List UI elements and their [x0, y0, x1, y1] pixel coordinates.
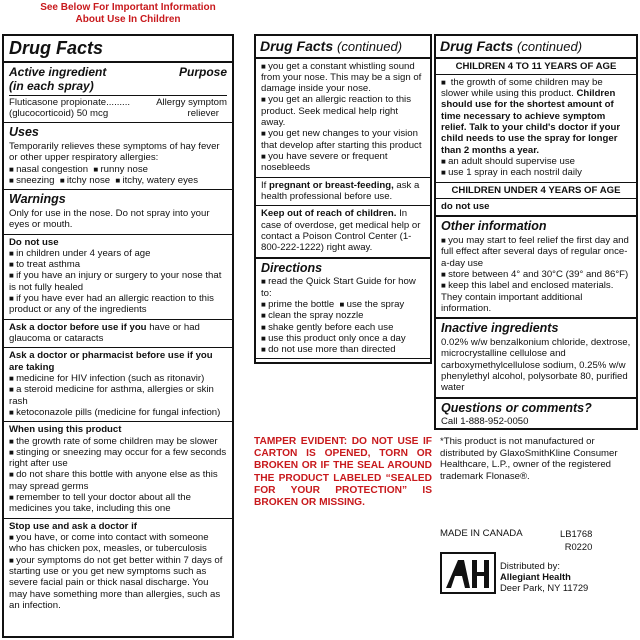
- inactive-ingredients-section: [436, 319, 636, 398]
- when-item: ■ the growth rate of some children may be slower: [9, 436, 227, 447]
- directions-heading: Directions: [261, 260, 323, 275]
- use-item: ■ nasal congestion: [9, 164, 88, 175]
- allegiant-health-logo: [440, 552, 496, 594]
- distributor-name: Allegiant Health: [500, 571, 571, 583]
- directions-section: [256, 259, 430, 360]
- lot-code: LB1768: [560, 528, 593, 539]
- uses-text: Temporarily relieves these symptoms of hay fever or other upper respiratory allergies:: [9, 140, 220, 164]
- preg-bold: pregnant or breast-feeding,: [269, 179, 394, 191]
- drug-facts-panel-3: [434, 34, 638, 430]
- pharm-item: ■ ketoconazole pills (medicine for fungal infection): [9, 407, 227, 418]
- adults-header: [256, 359, 430, 364]
- in-each-spray: (in each spray): [9, 79, 227, 95]
- preg-text: ask a health professional before use.: [261, 179, 420, 202]
- questions-heading: Questions or comments?: [441, 400, 592, 415]
- warnings-section: [4, 190, 232, 234]
- drug-facts-title: Drug Facts: [4, 36, 232, 63]
- under-4-header: CHILDREN UNDER 4 YEARS OF AGE: [436, 183, 636, 199]
- other-info-section: [436, 217, 636, 319]
- direction-item: ■ use this product only once a day: [261, 333, 425, 344]
- active-ingredient-heading: Active ingredient: [9, 65, 107, 80]
- children-text: the growth of some children may be slower while using this product.: [441, 76, 603, 100]
- uses-heading: Uses: [9, 125, 39, 140]
- stop-item: ■ your symptoms do not get better within 7 days of starting use or you get new symptoms such as severe facial pain or thick nasal discharge. You may have something more than allergies, such as an infection.: [9, 555, 227, 612]
- distributor: [500, 560, 588, 593]
- distributor-address: Deer Park, NY 11729: [500, 582, 589, 594]
- children-item: [441, 77, 631, 156]
- use-item: ■ itchy, watery eyes: [115, 175, 198, 186]
- when-item: ■ do not share this bottle with anyone else as this may spread germs: [9, 469, 227, 492]
- when-item: ■ stinging or sneezing may occur for a few seconds right after use: [9, 447, 227, 470]
- distributed-by-label: Distributed by:: [500, 560, 560, 571]
- drug-facts-panel-1: [2, 34, 234, 638]
- other-item: ■ keep this label and enclosed materials. They contain important additional information.: [441, 280, 631, 314]
- continued-label: (continued): [517, 39, 583, 54]
- purpose-heading: Purpose: [178, 65, 227, 80]
- children-bold-text: Children should use for the shortest amount of time necessary to achieve symptom relief. Talk to your child's doctor if your child needs to use the spray for longer than 2 months a year.: [441, 88, 621, 156]
- ingredient-detail: (glucocorticoid) 50 mcg: [9, 107, 109, 119]
- drug-facts-continued-title: [436, 36, 636, 59]
- ingredient-name: Fluticasone propionate.........: [9, 96, 131, 108]
- dnu-item: ■ if you have ever had an allergic reaction to this product or any of the ingredients: [9, 293, 227, 316]
- use-item: ■ runny nose: [93, 164, 148, 175]
- purpose-value: Allergy symptom: [156, 96, 227, 108]
- children-header: CHILDREN 4 TO 11 YEARS OF AGE: [436, 59, 636, 75]
- drug-facts-panel-2: [254, 34, 432, 364]
- ask-doctor-section: [4, 320, 232, 349]
- do-not-use-heading: Do not use: [9, 236, 59, 248]
- use-item: ■ sneezing: [9, 175, 54, 186]
- do-not-use-section: [4, 235, 232, 320]
- direction-item: ■ read the Quick Start Guide for how to:: [261, 276, 425, 299]
- stop-use-heading: Stop use and ask a doctor if: [9, 520, 137, 532]
- made-in: MADE IN CANADA: [440, 528, 523, 539]
- panel-title: Drug Facts: [260, 38, 334, 54]
- panel-title: Drug Facts: [440, 38, 514, 54]
- children-item: ■ use 1 spray in each nostril daily: [441, 167, 631, 178]
- dnu-item: ■ to treat asthma: [9, 259, 227, 270]
- warnings-continued: [256, 59, 430, 178]
- direction-item: ■ shake gently before each use: [261, 322, 425, 333]
- warnings-text: Only for use in the nose. Do not spray into your eyes or mouth.: [9, 207, 210, 231]
- direction-item: ■ clean the spray nozzle: [261, 310, 364, 321]
- ask-pharmacist-section: [4, 348, 232, 422]
- stop-use-section: [4, 519, 232, 615]
- direction-item: ■ use the spray: [340, 299, 405, 310]
- warning-item: ■ you get new changes to your vision that develop after starting this product: [261, 128, 425, 151]
- direction-item: ■ prime the bottle: [261, 299, 334, 310]
- warning-item: ■ you get a constant whistling sound from your nose. This may be a sign of damage inside your nose.: [261, 61, 425, 95]
- dnu-item: ■ if you have an injury or surgery to your nose that is not fully healed: [9, 270, 227, 293]
- stop-item: ■ you have, or come into contact with someone who has chicken pox, measles, or tuberculosis: [9, 532, 227, 555]
- use-item: ■ itchy nose: [60, 175, 110, 186]
- questions-section: [436, 399, 636, 430]
- under-4-text: do not use: [436, 199, 636, 217]
- warning-item: ■ you have severe or frequent nosebleeds: [261, 151, 425, 174]
- ask-pharmacist-heading: Ask a doctor or pharmacist before use if you are taking: [9, 350, 213, 373]
- other-item: ■ store between 4° and 30°C (39° and 86°F): [441, 269, 631, 280]
- direction-item: ■ do not use more than directed: [261, 344, 425, 355]
- when-item: ■ remember to tell your doctor about all the medicines you take, including this one: [9, 492, 227, 515]
- ask-doctor-heading: Ask a doctor before use if you: [9, 321, 147, 333]
- uses-section: [4, 123, 232, 190]
- other-info-heading: Other information: [441, 219, 547, 234]
- keep-out-of-reach-section: [256, 206, 430, 258]
- when-using-heading: When using this product: [9, 424, 122, 436]
- lot-code-2: R0220: [564, 540, 593, 552]
- phone-number: Call 1-888-952-0050: [441, 416, 529, 428]
- trademark-disclaimer: *This product is not manufactured or distributed by GlaxoSmithKline Consumer Healthcare, L.P., owner of the registered trademark Flonase®.: [440, 436, 618, 482]
- preg-prefix: If: [261, 179, 267, 191]
- pregnancy-section: [256, 178, 430, 207]
- inactive-ingredients-heading: Inactive ingredients: [441, 321, 559, 336]
- top-note: See Below For Important Information About Use In Children: [40, 2, 216, 25]
- hours: [441, 428, 631, 430]
- warning-item: ■ you get an allergic reaction to this product. Seek medical help right away.: [261, 94, 425, 128]
- tamper-evident-warning: TAMPER EVIDENT: DO NOT USE IF CARTON IS OPENED, TORN OR BROKEN OR IF THE SEAL AROUND THE PRODUCT LABELED “SEALED FOR YOUR PROTECTION” IS BROKEN OR MISSING.: [254, 436, 432, 509]
- continued-label: (continued): [337, 39, 403, 54]
- other-item: ■ you may start to feel relief the first day and full effect after several days of regular once-a-day use: [441, 235, 631, 269]
- active-ingredient-section: [4, 63, 232, 123]
- children-section: [436, 75, 636, 183]
- children-item: ■ an adult should supervise use: [441, 156, 631, 167]
- lot-codes: [560, 528, 592, 553]
- dnu-item: ■ in children under 4 years of age: [9, 248, 227, 259]
- when-using-section: [4, 422, 232, 519]
- keep-out-of-reach-heading: Keep out of reach of children.: [261, 208, 397, 220]
- pharm-item: ■ medicine for HIV infection (such as ritonavir): [9, 373, 227, 384]
- pharm-item: ■ a steroid medicine for asthma, allergies or skin rash: [9, 384, 227, 407]
- keep-out-of-reach-text: In case of overdose, get medical help or contact a Poison Control Center (1-800-222-1222) right away.: [261, 208, 421, 254]
- inactive-ingredients-text: 0.02% w/w benzalkonium chloride, dextrose, microcrystalline cellulose and carboxymethylcellulose sodium, 0.25% w/w phenylethyl alcohol, polysorbate 80, purified water: [441, 336, 631, 394]
- drug-facts-continued-title: [256, 36, 430, 59]
- warnings-heading: Warnings: [9, 192, 66, 207]
- purpose-value-2: reliever: [187, 107, 219, 119]
- ask-doctor-text: have or had glaucoma or cataracts: [9, 321, 200, 345]
